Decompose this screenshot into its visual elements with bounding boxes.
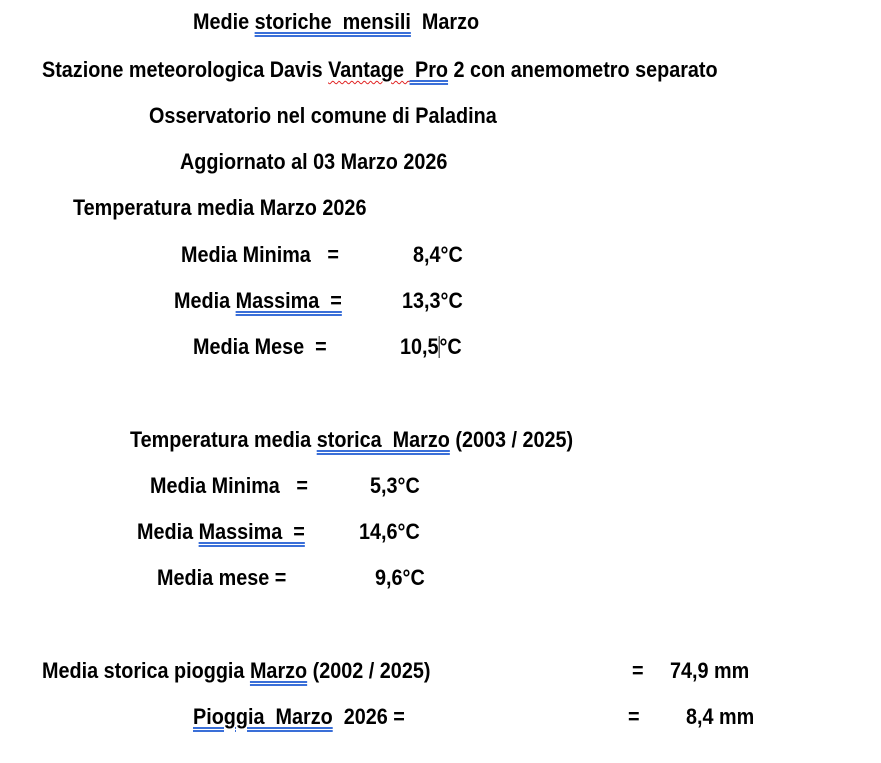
historical-mean-label: Media mese = [157,565,287,590]
label-text: Media [137,519,199,544]
rain-historical-value: 74,9 mm [670,658,750,683]
label-underlined: Marzo [249,658,308,683]
heading-underlined: storica Marzo [316,427,450,452]
station-text: Stazione meteorologica Davis [42,57,329,82]
rain-current-equals: = [628,704,640,729]
current-max-label [174,288,342,314]
station-line [42,57,718,83]
current-heading: Temperatura media Marzo 2026 [73,195,367,220]
historical-heading [130,427,573,453]
rain-historical-label [42,658,430,684]
title-underlined-text: storiche mensili [254,9,411,34]
observatory-line: Osservatorio nel comune di Paladina [149,103,497,128]
label-period: (2002 / 2025) [307,658,431,683]
grammar-word: Pro [409,57,449,82]
rain-current-value: 8,4 mm [686,704,755,729]
current-mean-value [400,334,462,360]
value-number: 10,5 [400,334,439,359]
value-unit: °C [439,334,462,359]
heading-period: (2003 / 2025) [449,427,574,452]
rain-historical-equals: = [632,658,644,683]
historical-min-value: 5,3°C [370,473,420,498]
historical-max-value: 14,6°C [359,519,420,544]
label-underlined: Pioggia Marzo [193,704,333,729]
station-text-rest: 2 con anemometro separato [448,57,718,82]
label-underlined: Massima = [235,288,342,313]
current-min-value: 8,4°C [413,242,463,267]
label-text: Media storica pioggia [42,658,250,683]
historical-min-label: Media Minima = [150,473,308,498]
label-text: Media [174,288,236,313]
rain-current-label [193,704,405,730]
label-text: 2026 = [332,704,405,729]
label-underlined: Massima = [198,519,305,544]
title-text-month: Marzo [410,9,480,34]
heading-text: Temperatura media [130,427,317,452]
spellcheck-word: Vantage [328,57,410,82]
current-max-value: 13,3°C [402,288,463,313]
document-title [193,9,479,35]
historical-mean-value: 9,6°C [375,565,425,590]
title-text: Medie [193,9,255,34]
current-mean-label: Media Mese = [193,334,327,359]
current-min-label: Media Minima = [181,242,339,267]
updated-line: Aggiornato al 03 Marzo 2026 [180,149,448,174]
historical-max-label [137,519,305,545]
